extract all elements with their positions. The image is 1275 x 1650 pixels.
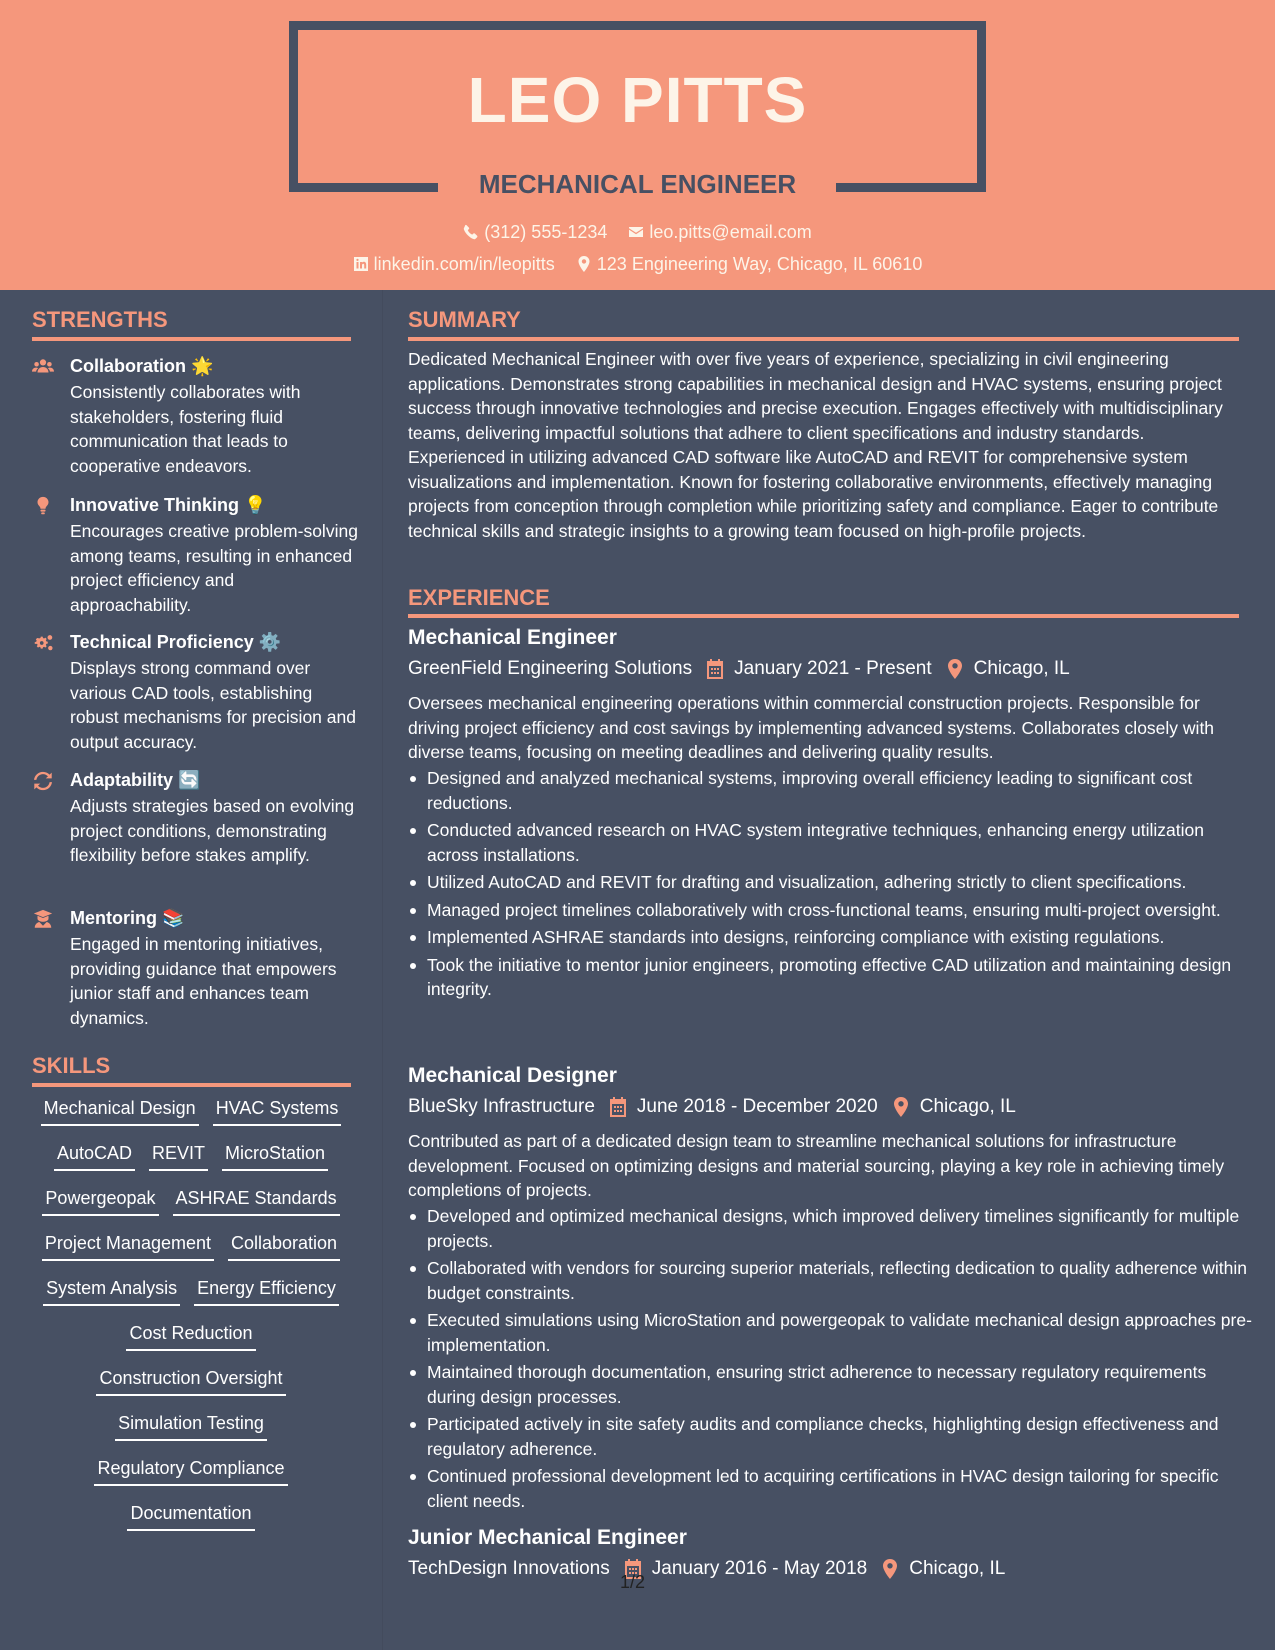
lightbulb-icon [32, 496, 56, 516]
job-bullet: Took the initiative to mentor junior engineers, promoting effective CAD utilization and maintaining design integrity. [427, 953, 1259, 1002]
job-location: Chicago, IL [919, 1096, 1016, 1117]
skill-tag: Energy Efficiency [194, 1276, 339, 1306]
job-company: GreenField Engineering Solutions [408, 658, 693, 679]
summary-rule [408, 337, 1239, 341]
strengths-heading: STRENGTHS [32, 307, 168, 332]
phone-icon [463, 224, 479, 240]
summary-text: Dedicated Mechanical Engineer with over five years of experience, specializing in civil engineering applications. Demonstrates strong capabilities in mechanical design and HVAC systems, ensuring project success through innovative technologies and precise execution. Engages effectively with multidisciplinary teams, delivering impactful solutions that adhere to client specifications and industry standards. Experienced in utilizing advanced CAD software like AutoCAD and REVIT for comprehensive system visualizations and implementation. Known for fostering collaborative environments, effectively managing projects from conception through completion while prioritizing safety and compliance. Eager to contribute technical skills and strategic insights to a growing team focused on high-profile projects. [408, 349, 1223, 541]
linkedin-icon [353, 256, 369, 272]
job-bullet: Participated actively in site safety audits and compliance checks, highlighting design effectiveness and regulatory adherence. [427, 1412, 1259, 1461]
skill-tag: Project Management [42, 1231, 214, 1261]
strength-desc: Engaged in mentoring initiatives, providing guidance that empowers junior staff and enhances team dynamics. [70, 934, 337, 1028]
skill-tag: REVIT [149, 1141, 208, 1171]
skill-tag: Regulatory Compliance [94, 1456, 287, 1486]
job-location: Chicago, IL [909, 1558, 1006, 1579]
job-bullet: Maintained thorough documentation, ensuring strict adherence to necessary regulatory requirements during design processes. [427, 1360, 1259, 1409]
job-meta [408, 1094, 1016, 1120]
job-meta [408, 1556, 1005, 1582]
map-pin-icon [946, 659, 964, 679]
job-bullet: Managed project timelines collaboratively with cross-functional teams, ensuring multi-project oversight. [427, 898, 1259, 923]
contact-row-1 [0, 220, 1275, 246]
skill-tag: Powergeopak [42, 1186, 158, 1216]
job-title: Mechanical Engineer [408, 626, 617, 649]
contact-row-2 [0, 252, 1275, 278]
strength-desc: Adjusts strategies based on evolving project conditions, demonstrating flexibility before stakes amplify. [70, 796, 355, 865]
email-contact[interactable]: leo.pitts@email.com [628, 220, 811, 244]
strength-title: Technical Proficiency ⚙️ [70, 632, 282, 652]
strength-title: Mentoring 📚 [70, 908, 185, 928]
address-contact: 123 Engineering Way, Chicago, IL 60610 [576, 252, 923, 276]
job-meta [408, 656, 1070, 682]
linkedin-contact[interactable]: linkedin.com/in/leopitts [353, 252, 555, 276]
job-title: Junior Mechanical Engineer [408, 1526, 687, 1549]
calendar-icon [609, 1097, 627, 1117]
strength-title: Innovative Thinking 💡 [70, 495, 267, 515]
strength-desc: Encourages creative problem-solving among teams, resulting in enhanced project efficiency and approachability. [70, 521, 358, 615]
skill-tag: ASHRAE Standards [173, 1186, 340, 1216]
job-bullet: Designed and analyzed mechanical systems, improving overall efficiency leading to significant cost reductions. [427, 766, 1259, 815]
skill-tag: AutoCAD [54, 1141, 135, 1171]
summary-heading: SUMMARY [408, 307, 521, 332]
experience-heading: EXPERIENCE [408, 585, 550, 610]
envelope-icon [628, 224, 644, 240]
map-pin-icon [892, 1097, 910, 1117]
candidate-name: LEO PITTS [467, 64, 808, 136]
map-pin-icon [576, 256, 592, 272]
job-dates: January 2021 - Present [734, 658, 932, 679]
job-bullet: Executed simulations using MicroStation and powergeopak to validate mechanical design approaches pre-implementation. [427, 1308, 1259, 1357]
skills-rule [32, 1083, 351, 1087]
job-description: Contributed as part of a dedicated design team to streamline mechanical solutions for infrastructure development. Focused on optimizing designs and material sourcing, playing a key role in achieving timely completions of projects. [408, 1131, 1225, 1200]
strength-title: Collaboration 🌟 [70, 356, 214, 376]
strength-desc: Consistently collaborates with stakeholders, fostering fluid communication that leads to cooperative endeavors. [70, 382, 301, 476]
job-bullet: Continued professional development led to acquiring certifications in HVAC design tailoring for specific client needs. [427, 1464, 1259, 1513]
job-description: Oversees mechanical engineering operations within commercial construction projects. Responsible for driving project efficiency and cost savings by implementing advanced systems. Collaborates closely with diverse teams, focusing on meeting deadlines and delivering quality results. [408, 693, 1215, 762]
job-title: Mechanical Designer [408, 1064, 617, 1087]
strength-desc: Displays strong command over various CAD tools, establishing robust mechanisms for precision and output accuracy. [70, 658, 356, 752]
skill-tag: MicroStation [222, 1141, 328, 1171]
job-dates: January 2016 - May 2018 [651, 1558, 868, 1579]
strength-title: Adaptability 🔄 [70, 770, 201, 790]
job-bullet: Conducted advanced research on HVAC system integrative techniques, enhancing energy utilization across installations. [427, 818, 1259, 867]
phone-contact: (312) 555-1234 [463, 220, 607, 244]
calendar-icon [706, 659, 724, 679]
teacher-icon [32, 909, 56, 929]
refresh-icon [32, 771, 56, 791]
job-location: Chicago, IL [973, 658, 1070, 679]
skill-tag: Construction Oversight [96, 1366, 285, 1396]
users-icon [32, 357, 56, 377]
job-bullets [408, 1204, 1259, 1516]
skill-tag: Cost Reduction [126, 1321, 255, 1351]
job-bullet: Utilized AutoCAD and REVIT for drafting and visualization, adhering strictly to client specifications. [427, 870, 1259, 895]
job-company: BlueSky Infrastructure [408, 1096, 595, 1117]
page-number: 1/2 [620, 1572, 646, 1592]
map-pin-icon [881, 1559, 899, 1579]
job-bullet: Collaborated with vendors for sourcing superior materials, reflecting dedication to quality adherence within budget constraints. [427, 1256, 1259, 1305]
skills-list [32, 1096, 350, 1546]
job-title-heading: MECHANICAL ENGINEER [478, 169, 797, 199]
skill-tag: System Analysis [43, 1276, 180, 1306]
skill-tag: Documentation [127, 1501, 254, 1531]
job-bullets [408, 766, 1259, 1005]
skill-tag: Collaboration [228, 1231, 340, 1261]
strengths-rule [32, 337, 351, 341]
skill-tag: Simulation Testing [115, 1411, 267, 1441]
job-dates: June 2018 - December 2020 [636, 1096, 878, 1117]
skill-tag: Mechanical Design [41, 1096, 199, 1126]
header-banner [0, 0, 1275, 290]
gears-icon [32, 633, 56, 653]
experience-rule [408, 614, 1239, 618]
skills-heading: SKILLS [32, 1053, 111, 1078]
skill-tag: HVAC Systems [213, 1096, 342, 1126]
job-company: TechDesign Innovations [408, 1558, 610, 1579]
job-bullet: Implemented ASHRAE standards into designs, reinforcing compliance with existing regulations. [427, 925, 1259, 950]
job-bullet: Developed and optimized mechanical designs, which improved delivery timelines significantly for multiple projects. [427, 1204, 1259, 1253]
